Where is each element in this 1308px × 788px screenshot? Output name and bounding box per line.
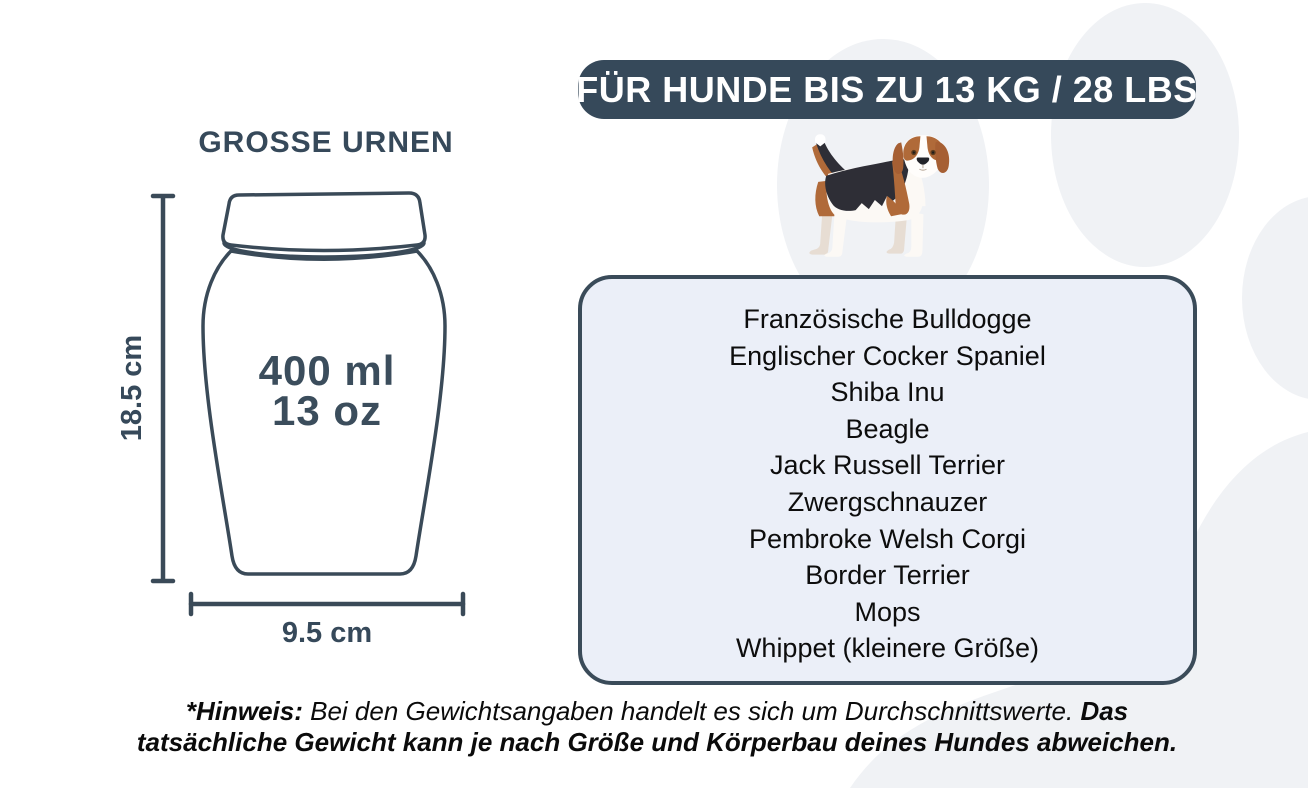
urn-height-label: 18.5 cm	[116, 334, 148, 442]
height-dimension-line	[153, 196, 173, 581]
footnote-hinweis: *Hinweis:	[185, 696, 303, 726]
paw-toe-icon	[1242, 196, 1308, 400]
footnote-line-1	[107, 696, 1207, 727]
footnote-regular-text: Bei den Gewichtsangaben handelt es sich um Durchschnittswerte.	[310, 696, 1074, 726]
footnote	[107, 696, 1207, 758]
urn-width-label: 9.5 cm	[281, 617, 373, 649]
breed-item: Französische Bulldogge	[743, 304, 1032, 334]
breed-item: Pembroke Welsh Corgi	[748, 523, 1027, 554]
breed-item: Border Terrier	[805, 560, 970, 591]
breeds-list-box	[578, 275, 1197, 685]
beagle-icon	[798, 133, 970, 260]
footnote-bold-das: Das	[1080, 696, 1129, 726]
breed-item: Whippet (kleinere Größe)	[735, 633, 1040, 664]
breed-item: Beagle	[845, 413, 930, 444]
urn-lid	[223, 193, 425, 251]
breed-item: Jack Russell Terrier	[769, 450, 1006, 481]
width-dimension-line	[191, 594, 463, 614]
breed-item: Mops	[854, 596, 921, 627]
footnote-line-2: tatsächliche Gewicht kann je nach Größe und Körperbau deines Hundes abweichen.	[136, 727, 1178, 757]
paw-toe-icon	[1051, 3, 1239, 267]
volume-oz: 13 oz	[271, 387, 383, 434]
page-title: GROSSE URNEN	[198, 126, 454, 159]
urn-volume-label	[177, 347, 477, 434]
volume-ml: 400 ml	[258, 347, 396, 394]
breed-item: Shiba Inu	[830, 377, 945, 408]
weight-limit-banner: FÜR HUNDE BIS ZU 13 KG / 28 LBS	[578, 60, 1196, 119]
breed-item: Zwergschnauzer	[787, 486, 988, 517]
breed-item: Englischer Cocker Spaniel	[729, 340, 1046, 371]
